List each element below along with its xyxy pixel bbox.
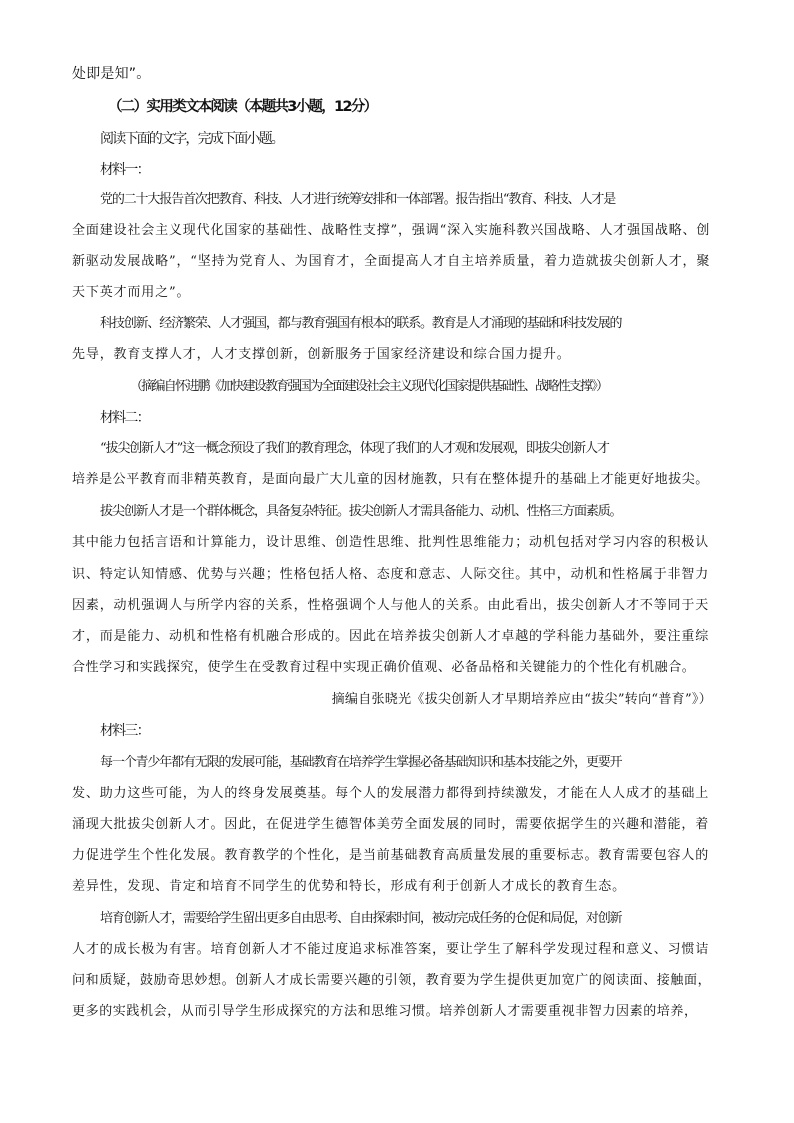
continuation-line: 处即是知”。: [72, 66, 151, 82]
material3-line: 涌现大批拔尖创新人才。因此，在促进学生德智体美劳全面发展的同时，需要依据学生的兴趣和潜能，着: [72, 817, 710, 832]
material1-line: 全面建设社会主义现代化国家的基础性、战略性支撑”，强调“深入实施科教兴国战略、人才强国战略、创: [72, 223, 711, 238]
material1-label: 材料一：: [100, 162, 149, 178]
material3-line: 力促进学生个性化发展。教育教学的个性化，是当前基础教育高质量发展的重要标志。教育需要包容人的: [72, 848, 710, 863]
instruction-text: 阅读下面的文字，完成下面小题。: [100, 131, 283, 147]
material3-line: 更多的实践机会，从而引导学生形成探究的方法和思维习惯。培养创新人才需要重视非智力因素的培养，: [72, 1004, 698, 1019]
material3-label: 材料三：: [100, 723, 149, 739]
material1-line: 先导，教育支撑人才，人才支撑创新，创新服务于国家经济建设和综合国力提升。: [72, 347, 571, 362]
material2-line: 才，而是能力、动机和性格有机融合形成的。因此在培养拔尖创新人才卓越的学科能力基础外，要注重综: [72, 629, 710, 644]
material2-label: 材料二：: [100, 410, 149, 426]
material2-source: 摘编自张晓光《拔尖创新人才早期培养应由“拔尖”转向“普育”》）: [331, 692, 712, 707]
material3-line: 问和质疑，鼓励奇思妙想。创新人才成长需要兴趣的引领，教育要为学生提供更加宽广的阅读面、接触面，: [72, 973, 712, 988]
material3-line: 人才的成长极为有害。培育创新人才不能过度追求标准答案，要让学生了解科学发现过程和意义、习惯诘: [72, 942, 710, 957]
material3-line: 每一个青少年都有无限的发展可能，基础教育在培养学生掌握必备基础知识和基本技能之外，更要开: [100, 755, 622, 770]
material1-line: 天下英才而用之”。: [72, 285, 191, 300]
material1-line: 科技创新、经济繁荣、人才强国，都与教育强国有根本的联系。教育是人才涌现的基础和科技发展的: [100, 316, 622, 331]
material3-line: 发、助力这些可能，为人的终身发展奠基。每个人的发展潜力都得到持续激发，才能在人人成才的基础上: [72, 786, 710, 801]
material2-line: 因素，动机强调人与所学内容的关系，性格强调个人与他人的关系。由此看出，拔尖创新人才不等同于天: [72, 598, 710, 613]
material1-line: 党的二十大报告首次把教育、科技、人才进行统筹安排和一体部署。报告指出“教育、科技、人才是: [100, 192, 616, 207]
material2-line: 其中能力包括言语和计算能力，设计思维、创造性思维、批判性思维能力；动机包括对学习内容的积极认: [72, 535, 710, 550]
material2-line: 合性学习和实践探究，使学生在受教育过程中实现正确价值观、必备品格和关键能力的个性化有机融合。: [72, 660, 696, 675]
material2-line: 拔尖创新人才是一个群体概念，具备复杂特征。拔尖创新人才需具备能力、动机、性格三方面素质。: [100, 504, 622, 519]
material1-line: 新驱动发展战略”，“坚持为党育人、为国育才，全面提高人才自主培养质量，着力造就拔尖创新人才，聚: [72, 254, 711, 269]
material1-source: （摘编自怀进鹏《加快建设教育强国为全面建设社会主义现代化国家提供基础性、战略性支撑》）: [130, 379, 608, 394]
material3-line: 差异性，发现、肯定和培育不同学生的优势和特长，形成有利于创新人才成长的教育生态。: [72, 879, 627, 894]
material2-line: 培养是公平教育而非精英教育，是面向最广大儿童的因材施教，只有在整体提升的基础上才能更好地拔尖。: [72, 472, 709, 487]
material2-line: 识、特定认知情感、优势与兴趣；性格包括人格、态度和意志、人际交往。其中，动机和性格属于非智力: [72, 567, 710, 582]
material3-line: 培育创新人才，需要给学生留出更多自由思考、自由探索时间，被动完成任务的仓促和局促，对创新: [100, 911, 622, 926]
section-heading: （二）实用类文本阅读（本题共3小题，12分）: [108, 99, 377, 115]
material2-line: “拔尖创新人才”这一概念预设了我们的教育理念，体现了我们的人才观和发展观，即拔尖创新人才: [100, 441, 609, 456]
